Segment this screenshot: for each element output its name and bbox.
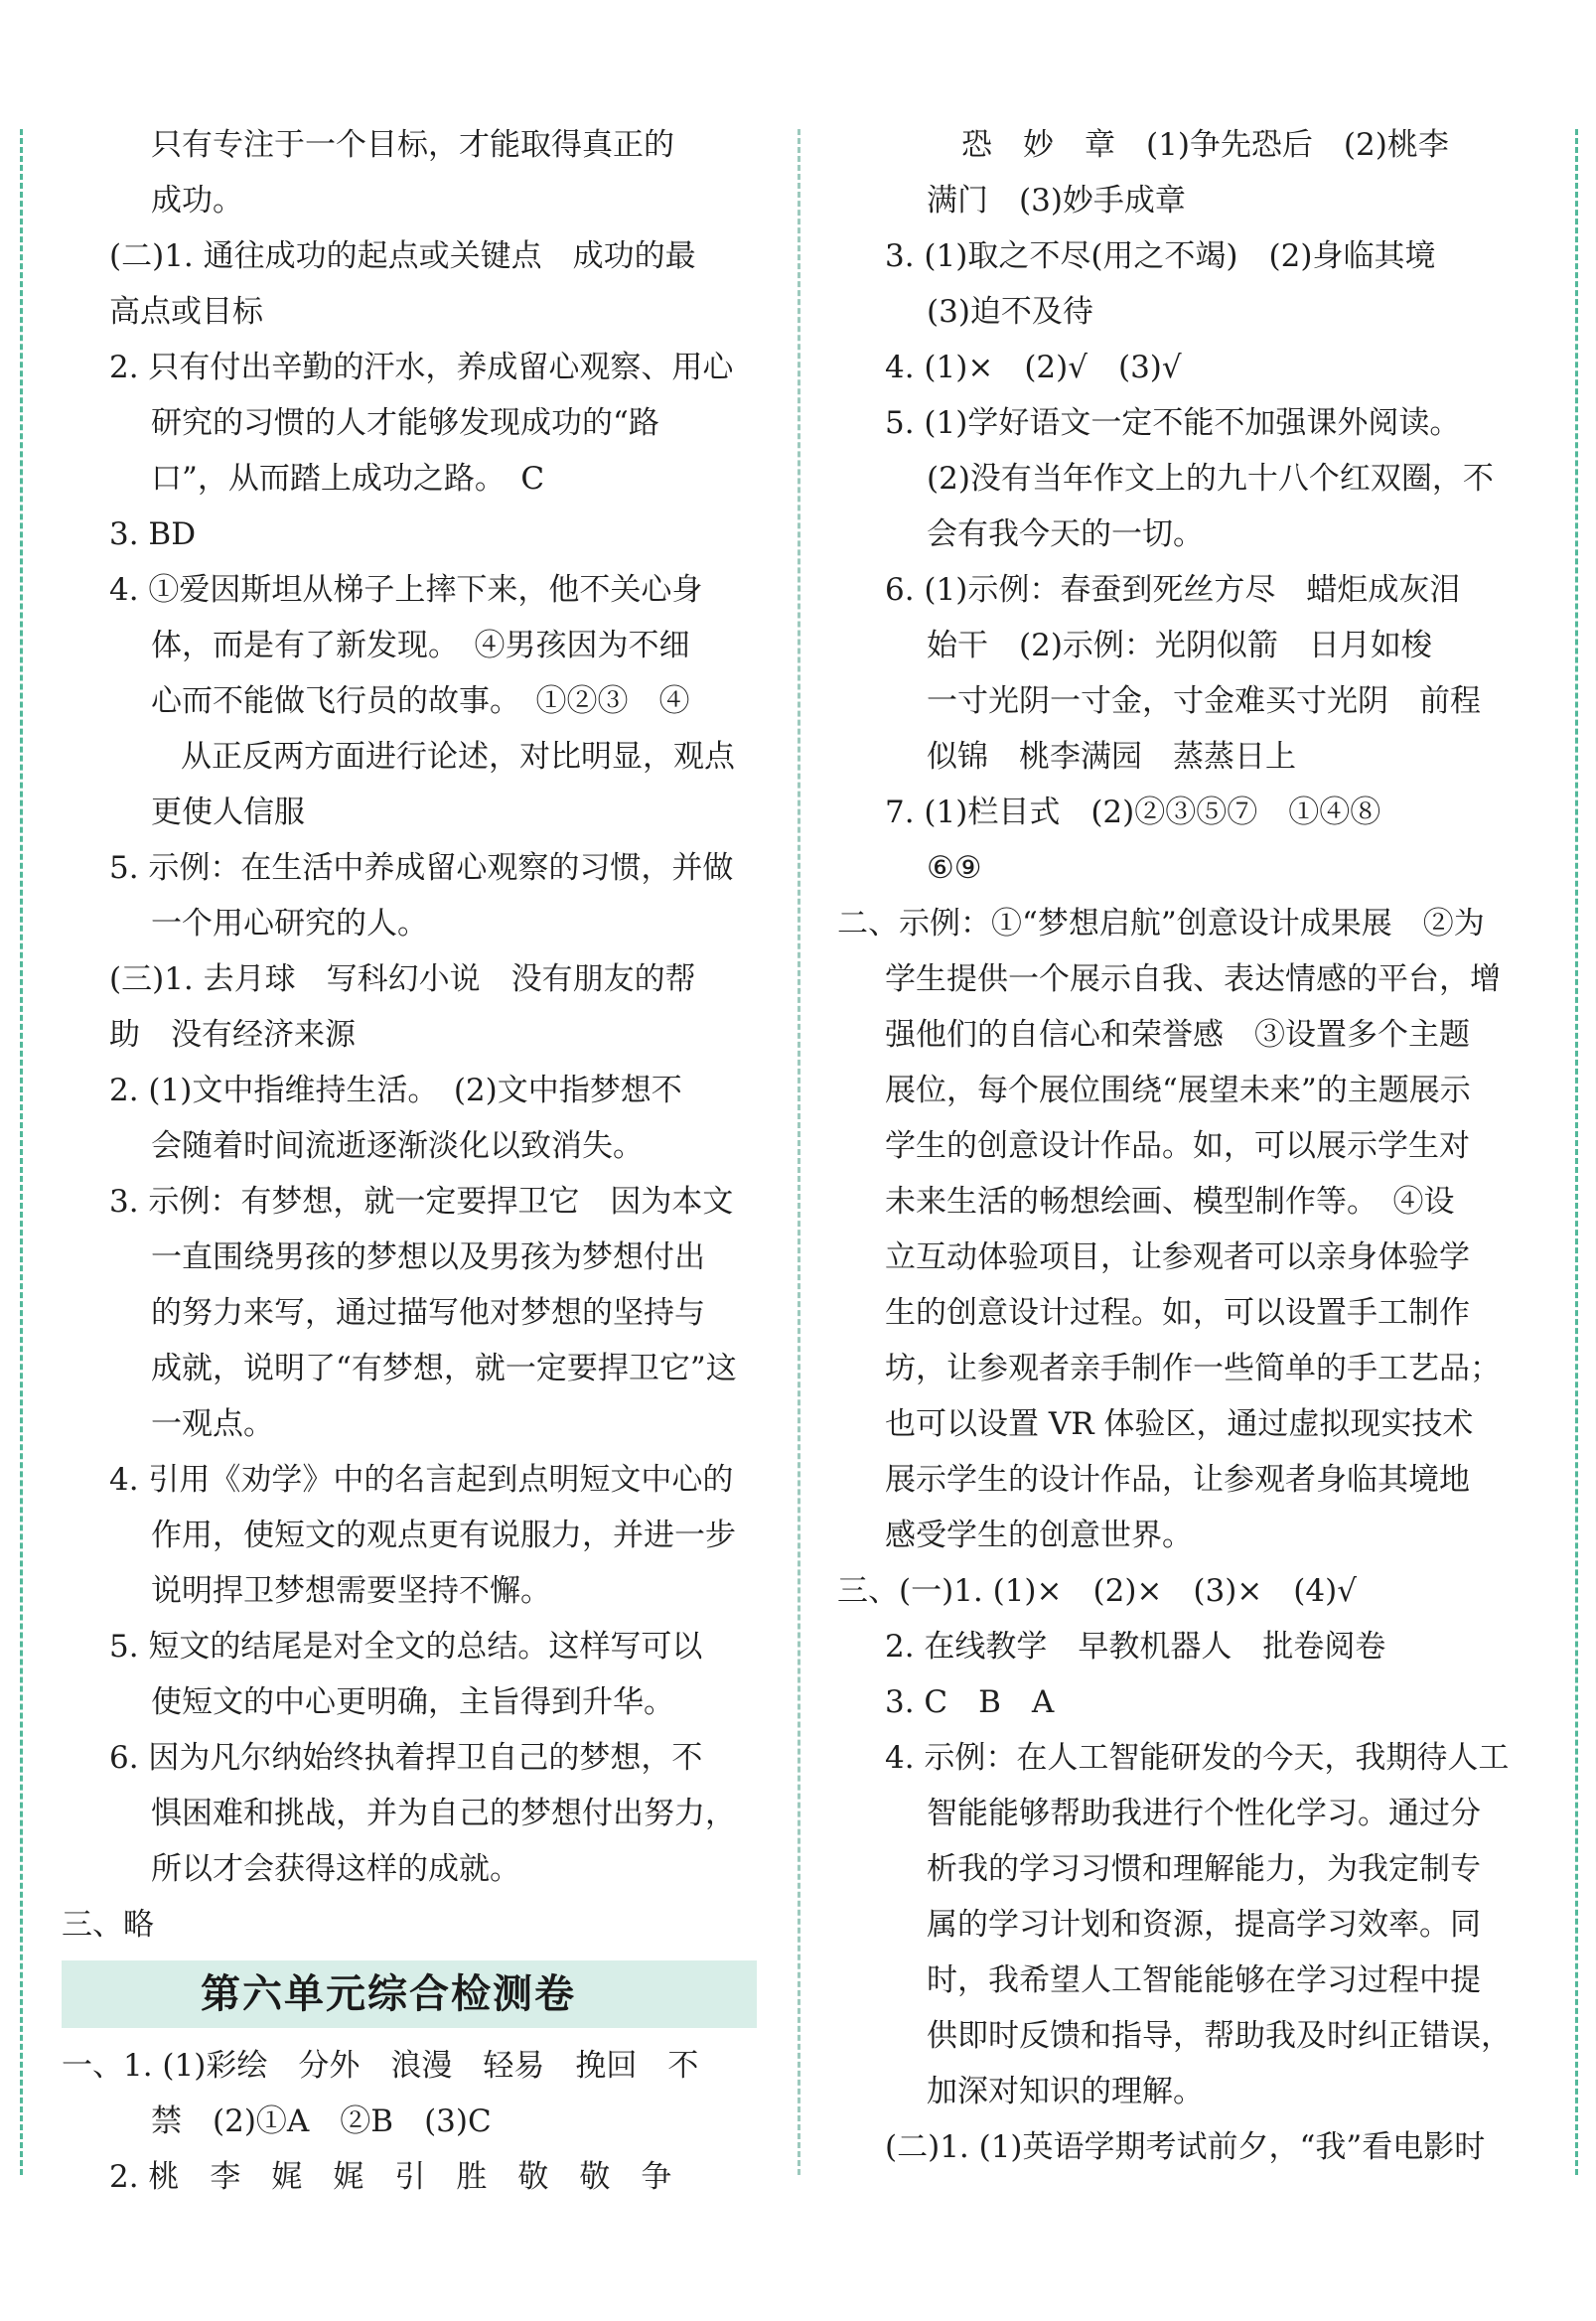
answer-line: 强他们的自信心和荣誉感 ③设置多个主题 bbox=[885, 1017, 1470, 1053]
answer-line: 生的创意设计过程。如，可以设置手工制作 bbox=[885, 1295, 1470, 1331]
answer-line: 似锦 桃李满园 蒸蒸日上 bbox=[927, 739, 1296, 775]
answer-line: 5. 短文的结尾是对全文的总结。这样写可以 bbox=[109, 1629, 703, 1665]
answer-line: 只有专注于一个目标，才能取得真正的 bbox=[151, 127, 674, 163]
answer-line: 禁 (2)①A ②B (3)C bbox=[151, 2103, 492, 2139]
answer-line: 4. 引用《劝学》中的名言起到点明短文中心的 bbox=[109, 1462, 734, 1498]
answer-line: 2. (1)文中指维持生活。 (2)文中指梦想不 bbox=[109, 1073, 682, 1108]
answer-line: 满门 (3)妙手成章 bbox=[927, 183, 1186, 218]
answer-line: 3. 示例：有梦想，就一定要捍卫它 因为本文 bbox=[109, 1184, 734, 1220]
answer-line: 2. 桃 李 娓 娓 引 胜 敬 敬 争 bbox=[109, 2159, 672, 2195]
answer-line: 感受学生的创意世界。 bbox=[885, 1518, 1193, 1553]
answer-line: 一寸光阴一寸金，寸金难买寸光阴 前程 bbox=[927, 683, 1481, 719]
answer-line: 学生提供一个展示自我、表达情感的平台，增 bbox=[885, 961, 1501, 997]
answer-line: 一直围绕男孩的梦想以及男孩为梦想付出 bbox=[151, 1239, 705, 1275]
answer-line: 3. BD bbox=[109, 516, 197, 552]
answer-line: 说明捍卫梦想需要坚持不懈。 bbox=[151, 1573, 551, 1609]
answer-line: 展位，每个展位围绕“展望未来”的主题展示 bbox=[885, 1073, 1471, 1108]
answer-line: 助 没有经济来源 bbox=[109, 1017, 356, 1053]
answer-line: 三、(一)1. (1)× (2)× (3)× (4)√ bbox=[837, 1573, 1357, 1609]
section-title: 第六单元综合检测卷 bbox=[201, 1971, 576, 2017]
answer-line: 使短文的中心更明确，主旨得到升华。 bbox=[151, 1684, 674, 1720]
answer-line: 加深对知识的理解。 bbox=[927, 2074, 1204, 2109]
left-column-answers bbox=[62, 117, 757, 1953]
answer-line: 一、1. (1)彩绘 分外 浪漫 轻易 挽回 不 bbox=[62, 2048, 699, 2084]
right-column-answers bbox=[837, 117, 1532, 2175]
left-column-answers-continued bbox=[62, 2038, 757, 2205]
answer-line: 体，而是有了新发现。 ④男孩因为不细 bbox=[151, 628, 690, 663]
answer-line: 坊，让参观者亲手制作一些简单的手工艺品； bbox=[885, 1351, 1501, 1386]
answer-line: 会有我今天的一切。 bbox=[927, 516, 1204, 552]
right-column bbox=[837, 117, 1532, 2175]
answer-line: 2. 只有付出辛勤的汗水，养成留心观察、用心 bbox=[109, 350, 734, 385]
answer-line: 三、略 bbox=[62, 1907, 154, 1943]
answer-line: (二)1. (1)英语学期考试前夕，“我”看电影时 bbox=[885, 2129, 1486, 2165]
answer-line: 6. 因为凡尔纳始终执着捍卫自己的梦想，不 bbox=[109, 1740, 703, 1776]
answer-line: 也可以设置 VR 体验区，通过虚拟现实技术 bbox=[885, 1406, 1474, 1442]
answer-line: (三)1. 去月球 写科幻小说 没有朋友的帮 bbox=[109, 961, 696, 997]
answer-line: 一个用心研究的人。 bbox=[151, 906, 428, 942]
answer-line: 成就，说明了“有梦想，就一定要捍卫它”这 bbox=[151, 1351, 737, 1386]
answer-line: 4. (1)× (2)√ (3)√ bbox=[885, 350, 1182, 385]
answer-line: 所以才会获得这样的成就。 bbox=[151, 1851, 520, 1887]
answer-line: 属的学习计划和资源，提高学习效率。同 bbox=[927, 1907, 1481, 1943]
answer-line: 析我的学习习惯和理解能力，为我定制专 bbox=[927, 1851, 1481, 1887]
answer-line: 立互动体验项目，让参观者可以亲身体验学 bbox=[885, 1239, 1470, 1275]
left-column bbox=[62, 117, 757, 2205]
answer-line: 5. 示例：在生活中养成留心观察的习惯，并做 bbox=[109, 850, 734, 886]
answer-line: 4. ①爱因斯坦从梯子上摔下来，他不关心身 bbox=[109, 572, 703, 608]
answer-line: 智能能够帮助我进行个性化学习。通过分 bbox=[927, 1796, 1481, 1831]
answer-line: 学生的创意设计作品。如，可以展示学生对 bbox=[885, 1128, 1470, 1164]
answer-line: 7. (1)栏目式 (2)②③⑤⑦ ①④⑧ bbox=[885, 795, 1381, 830]
answer-line: 3. C B A bbox=[885, 1684, 1055, 1720]
answer-line: 二、示例：①“梦想启航”创意设计成果展 ②为 bbox=[837, 906, 1485, 942]
answer-line: 时，我希望人工智能能够在学习过程中提 bbox=[927, 1962, 1481, 1998]
answer-line: 6. (1)示例：春蚕到死丝方尽 蜡炬成灰泪 bbox=[885, 572, 1461, 608]
answer-line: 的努力来写，通过描写他对梦想的坚持与 bbox=[151, 1295, 705, 1331]
answer-line: 从正反两方面进行论述，对比明显，观点 bbox=[181, 739, 735, 775]
answer-line: 3. (1)取之不尽(用之不竭) (2)身临其境 bbox=[885, 238, 1436, 274]
answer-line: 作用，使短文的观点更有说服力，并进一步 bbox=[151, 1518, 736, 1553]
answer-line: 会随着时间流逝逐渐淡化以致消失。 bbox=[151, 1128, 644, 1164]
answer-line: 4. 示例：在人工智能研发的今天，我期待人工 bbox=[885, 1740, 1510, 1776]
answer-line: 更使人信服 bbox=[151, 795, 305, 830]
answer-line: 心而不能做飞行员的故事。 ①②③ ④ bbox=[151, 683, 690, 719]
right-margin-dashed-line bbox=[1575, 129, 1578, 2175]
answer-line: ⑥⑨ bbox=[927, 850, 982, 886]
section-title-band bbox=[62, 1960, 757, 2028]
answer-line: 一观点。 bbox=[151, 1406, 274, 1442]
answer-line: 研究的习惯的人才能够发现成功的“路 bbox=[151, 405, 659, 441]
answer-line: 始干 (2)示例：光阴似箭 日月如梭 bbox=[927, 628, 1432, 663]
answer-line: 展示学生的设计作品，让参观者身临其境地 bbox=[885, 1462, 1470, 1498]
left-margin-dashed-line bbox=[20, 129, 23, 2175]
answer-line: 5. (1)学好语文一定不能不加强课外阅读。 bbox=[885, 405, 1461, 441]
answer-line: 成功。 bbox=[151, 183, 243, 218]
answer-line: 口”，从而踏上成功之路。 C bbox=[151, 461, 545, 497]
answer-line: 惧困难和挑战，并为自己的梦想付出努力， bbox=[151, 1796, 736, 1831]
answer-line: 2. 在线教学 早教机器人 批卷阅卷 bbox=[885, 1629, 1386, 1665]
answer-line: 供即时反馈和指导，帮助我及时纠正错误， bbox=[927, 2018, 1512, 2054]
answer-line: 高点或目标 bbox=[109, 294, 263, 330]
answer-line: 未来生活的畅想绘画、模型制作等。 ④设 bbox=[885, 1184, 1455, 1220]
answer-line: 恐 妙 章 (1)争先恐后 (2)桃李 bbox=[961, 127, 1449, 163]
answer-line: (3)迫不及待 bbox=[927, 294, 1093, 330]
column-divider-dashed-line bbox=[798, 129, 800, 2175]
answer-line: (二)1. 通往成功的起点或关键点 成功的最 bbox=[109, 238, 696, 274]
answer-line: (2)没有当年作文上的九十八个红双圈，不 bbox=[927, 461, 1494, 497]
